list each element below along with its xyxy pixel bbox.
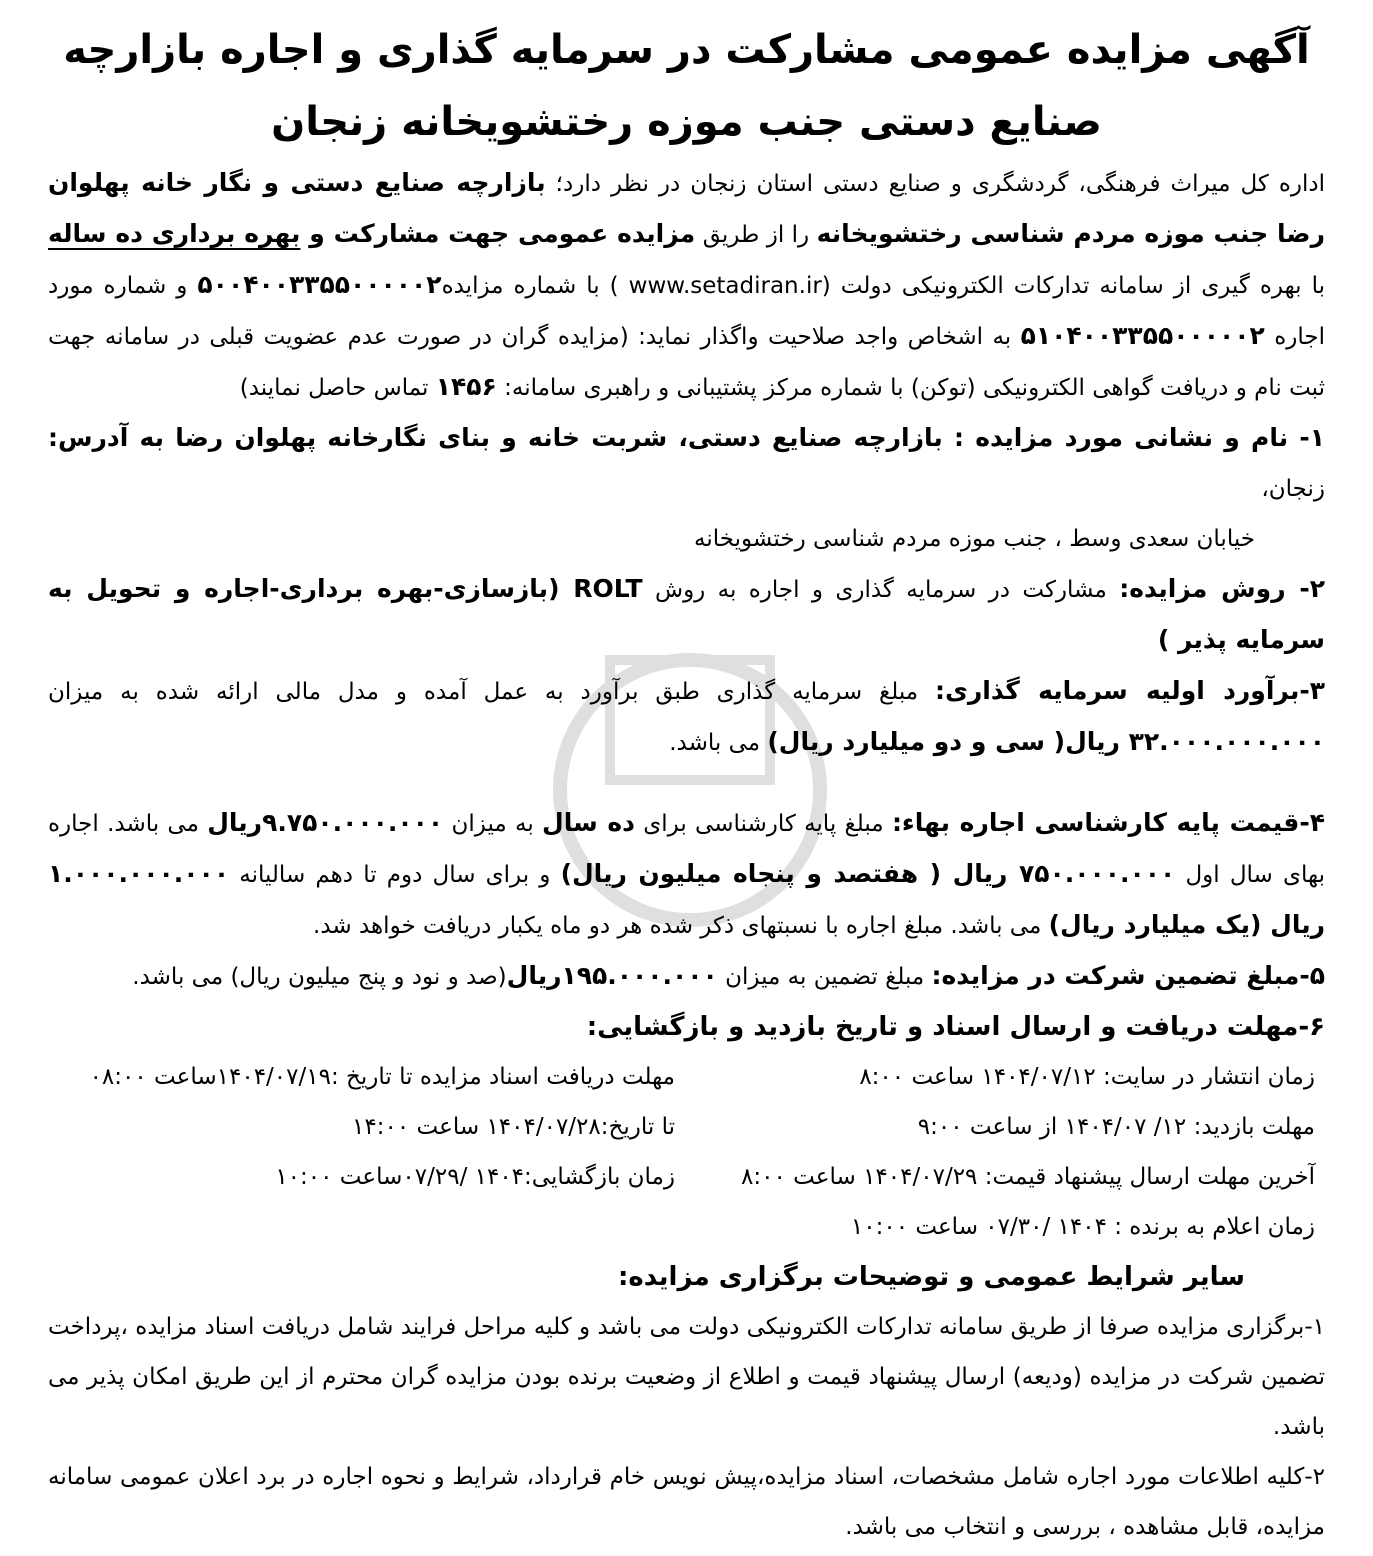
text-segment: می باشد. bbox=[669, 730, 768, 756]
text-segment: زنجان، bbox=[1261, 476, 1325, 502]
item-3-investment-estimate bbox=[48, 666, 1325, 768]
text-segment: به میزان bbox=[443, 811, 543, 837]
text-segment: مبلغ تضمین به میزان bbox=[717, 964, 932, 990]
text-segment: و شماره مورد اجاره bbox=[48, 273, 1325, 350]
opening-time: زمان بازگشایی:۱۴۰۴ /۰۷/۲۹ساعت ۱۰:۰۰ bbox=[275, 1164, 675, 1190]
visit-start: مهلت بازدید: ۱۲/ ۱۴۰۴/۰۷ از ساعت ۹:۰۰ bbox=[917, 1114, 1315, 1140]
bold-text-segment: ۴-قیمت پایه کارشناسی اجاره بهاء: bbox=[891, 808, 1326, 837]
text-segment: می باشد. مبلغ اجاره با نسبتهای ذکر شده هر دو ماه یکبار دریافت خواهد شد. bbox=[313, 913, 1049, 939]
notice-title-line-2: صنایع دستی جنب موزه رختشویخانه زنجان bbox=[271, 99, 1102, 145]
text-segment: مبلغ سرمایه گذاری طبق برآورد به عمل آمده و مدل مالی ارائه شده به میزان bbox=[48, 679, 935, 705]
condition-2: ۲-کلیه اطلاعات مورد اجاره شامل مشخصات، اسناد مزایده،پیش نویس خام قرارداد، شرایط و نحوه اجاره در برد اعلان عمومی سامانه مزایده، قابل مشاهده ، بررسی و انتخاب می باشد. bbox=[48, 1464, 1325, 1540]
text-segment: و برای سال دوم تا دهم سالیانه bbox=[229, 862, 561, 888]
publish-time: زمان انتشار در سایت: ۱۴۰۴/۰۷/۱۲ ساعت ۸:۰۰ bbox=[859, 1064, 1315, 1090]
bold-text-segment: ده سال bbox=[542, 808, 635, 837]
text-segment: خیابان سعدی وسط ، جنب موزه مردم شناسی رختشویخانه bbox=[694, 526, 1255, 552]
bold-text-segment: ROLT (بازسازی-بهره برداری-اجاره و تحویل به سرمایه پذیر ) bbox=[48, 574, 1325, 654]
text-segment: اداره کل میراث فرهنگی، گردشگری و صنایع دستی استان زنجان در نظر دارد؛ bbox=[545, 171, 1326, 197]
item-1-name-address bbox=[48, 413, 1325, 514]
item-5-guarantee bbox=[48, 951, 1325, 1002]
document-deadline: مهلت دریافت اسناد مزایده تا تاریخ :۱۴۰۴/۰۷/۱۹ساعت ۰۸:۰۰ bbox=[89, 1064, 675, 1090]
bold-text-segment: ۳۲.۰۰۰.۰۰۰.۰۰۰ ریال( سی و دو میلیارد ریال) bbox=[767, 727, 1325, 756]
schedule-row bbox=[48, 1102, 1325, 1152]
text-segment: مبلغ پایه کارشناسی برای bbox=[634, 811, 892, 837]
bold-text-segment: ۵۱۰۴۰۰۳۳۵۵۰۰۰۰۰۲ bbox=[1020, 321, 1265, 350]
bold-text-segment: ۱۹۵.۰۰۰.۰۰۰ریال bbox=[506, 961, 718, 990]
bold-text-segment: ۵۰۰۴۰۰۳۳۵۵۰۰۰۰۰۲ bbox=[197, 270, 442, 299]
text-segment: را از طریق bbox=[695, 222, 817, 248]
schedule-row bbox=[48, 1052, 1325, 1102]
bold-text-segment: ۹.۷۵۰.۰۰۰.۰۰۰ریال bbox=[207, 808, 444, 837]
schedule-row bbox=[48, 1202, 1325, 1252]
bold-text-segment: مزایده عمومی جهت مشارکت و bbox=[300, 219, 696, 248]
text-segment: ) با شماره مزایده bbox=[441, 273, 629, 299]
conditions-heading: سایر شرایط عمومی و توضیحات برگزاری مزایده: bbox=[618, 1262, 1245, 1292]
winner-announcement: زمان اعلام به برنده : ۱۴۰۴ /۰۷/۳۰ ساعت ۱۰:۰۰ bbox=[850, 1214, 1315, 1240]
item-4-base-rent bbox=[48, 798, 1325, 951]
text-segment: مشارکت در سرمایه گذاری و اجاره به روش bbox=[642, 577, 1120, 603]
bold-text-segment: ۱۴۵۶ bbox=[435, 372, 497, 401]
bold-text-segment: بازارچه صنایع دستی و نگار خانه پهلوان رضا جنب موزه مردم شناسی رختشویخانه bbox=[48, 168, 1325, 248]
text-segment: به اشخاص واجد صلاحیت واگذار نماید: (مزایده گران در صورت عدم عضویت قبلی در سامانه جهت ثبت نام و دریافت گواهی الکترونیکی (توکن) با شماره مرکز پشتیبانی و راهبری سامانه: bbox=[48, 324, 1325, 401]
item-2-auction-method bbox=[48, 564, 1325, 666]
item-1-address-cont bbox=[48, 514, 1325, 564]
notice-title-line-1: آگهی مزایده عمومی مشارکت در سرمایه گذاری و اجاره بازارچه bbox=[63, 27, 1310, 73]
text-segment: تماس حاصل نمایند) bbox=[239, 375, 436, 401]
schedule bbox=[48, 1052, 1325, 1252]
condition-1: ۱-برگزاری مزایده صرفا از طریق سامانه تدارکات الکترونیکی دولت می باشد و کلیه مراحل فرایند شامل دریافت اسناد مزایده ،پرداخت تضمین شرکت در مزایده (ودیعه) ارسال پیشنهاد قیمت و اطلاع از وضعیت برنده بودن مزایده گران محترم از این طریق امکان پذیر می باشد. bbox=[48, 1314, 1325, 1440]
bold-text-segment: ۱.۰۰۰.۰۰۰.۰۰۰ ریال (یک میلیارد ریال) bbox=[48, 859, 1325, 939]
bold-text-segment: ۳-برآورد اولیه سرمایه گذاری: bbox=[934, 676, 1325, 705]
bold-text-segment: ۲- روش مزایده: bbox=[1119, 574, 1325, 603]
text-segment: (صد و نود و پنج میلیون ریال) می باشد. bbox=[132, 964, 507, 990]
text-segment: با بهره گیری از سامانه تدارکات الکترونیکی دولت ( bbox=[821, 273, 1325, 299]
schedule-row bbox=[48, 1152, 1325, 1202]
section-6-heading: ۶-مهلت دریافت و ارسال اسناد و تاریخ بازدید و بازگشایی: bbox=[586, 1012, 1325, 1042]
bold-text-segment: ۱- نام و نشانی مورد مزایده : بازارچه صنایع دستی، شربت خانه و بنای نگارخانه پهلوان رضا به آدرس: bbox=[48, 423, 1325, 452]
intro-paragraph bbox=[48, 158, 1325, 413]
bold-text-segment: ۵-مبلغ تضمین شرکت در مزایده: bbox=[931, 961, 1325, 990]
bold-text-segment: ۷۵۰.۰۰۰.۰۰۰ ریال ( هفتصد و پنجاه میلیون ریال) bbox=[560, 859, 1176, 888]
visit-end: تا تاریخ:۱۴۰۴/۰۷/۲۸ ساعت ۱۴:۰۰ bbox=[352, 1114, 675, 1140]
bid-deadline: آخرین مهلت ارسال پیشنهاد قیمت: ۱۴۰۴/۰۷/۲۹ ساعت ۸:۰۰ bbox=[741, 1164, 1315, 1190]
text-segment: می باشد. اجاره بهای سال اول bbox=[48, 811, 1325, 888]
text-segment: www.setadiran.ir bbox=[628, 273, 822, 299]
bold-text-segment: بهره برداری ده ساله bbox=[48, 219, 301, 248]
